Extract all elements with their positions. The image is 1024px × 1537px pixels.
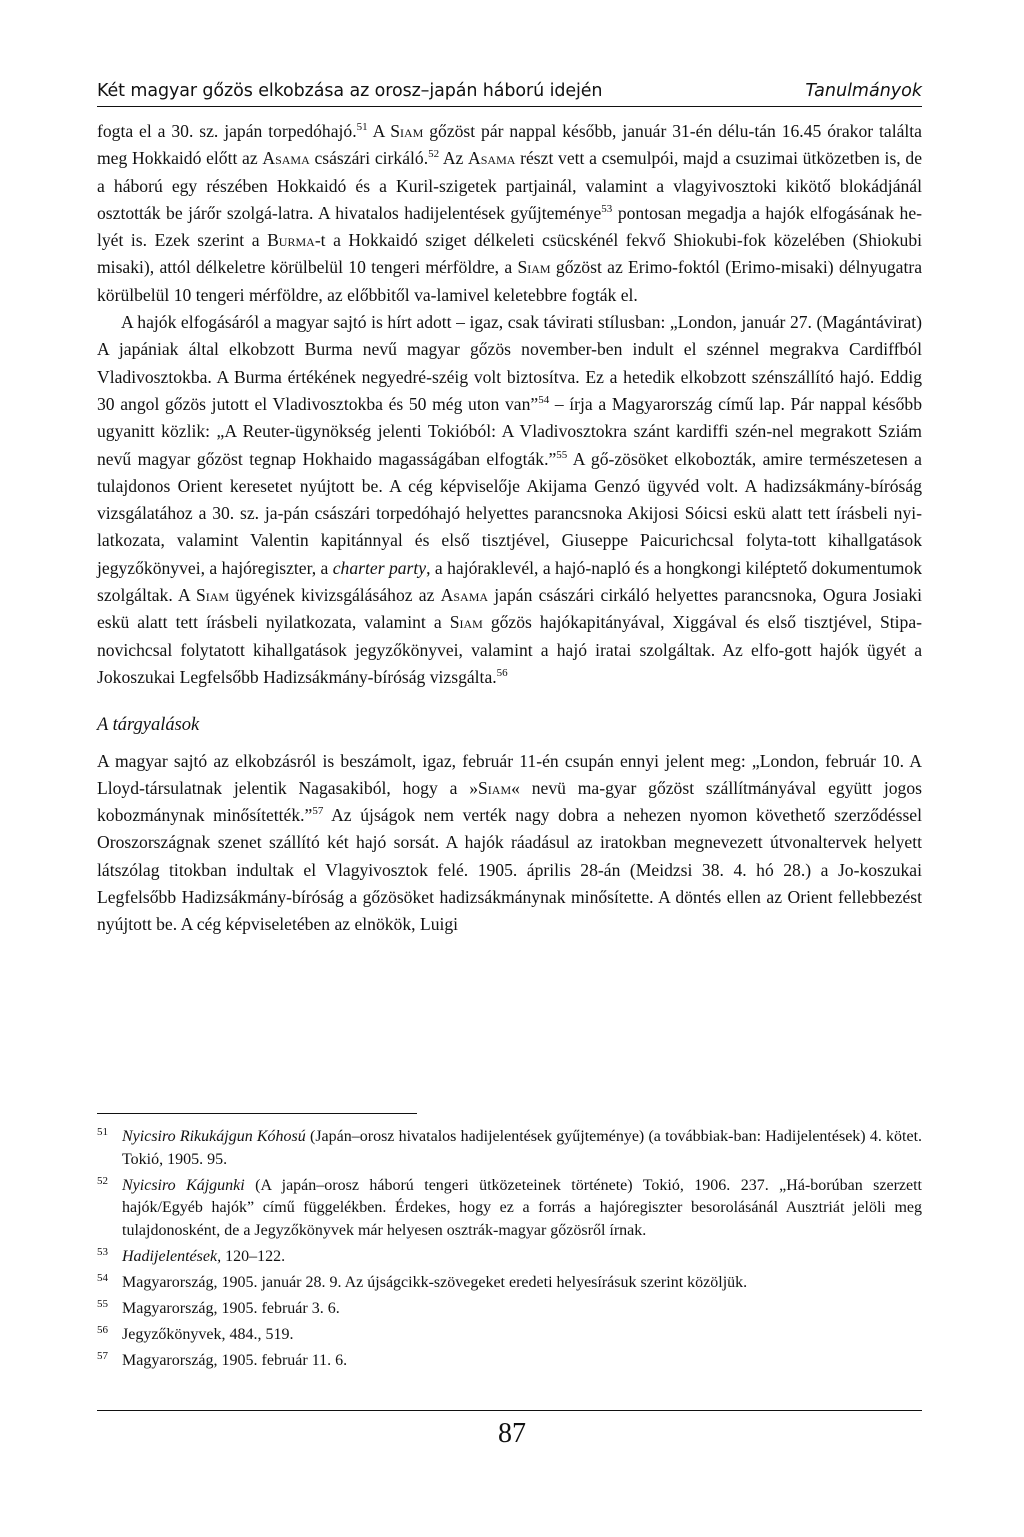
text-run: részt vett a csemulpói, majd a csuzimai ütközetben is, de a háború egy részében Hokkaidó és a Kuril-szigetek partjainál, valamint a vlagyivosztoki kikötő blokádjánál osztották be járőr szolgá-latra. A hivatalos hadijelentések gyűjteménye <box>97 148 922 223</box>
footnote-ref-53[interactable]: 53 <box>601 203 613 216</box>
footnote-ref-57[interactable]: 57 <box>312 805 324 818</box>
italic-term: charter party <box>332 557 427 578</box>
text-run: « nevü ma-gyar gőzöst szállítmányával együtt jogos kobozmánynak minősítették.” <box>97 777 922 826</box>
footnote-number: 54 <box>97 1271 108 1284</box>
section-label: Tanulmányok <box>805 81 922 101</box>
text-run: Az <box>439 148 469 169</box>
ship-name: Siam <box>195 585 230 606</box>
footnote-52 <box>97 1175 922 1243</box>
ship-name: Asama <box>440 585 489 606</box>
footnote-title: Hadijelentések, <box>122 1247 222 1265</box>
footnote-ref-55[interactable]: 55 <box>556 448 568 461</box>
footnote-number: 51 <box>97 1126 108 1138</box>
page-number: 87 <box>498 1418 526 1449</box>
footnote-53 <box>97 1246 922 1269</box>
footnote-57 <box>97 1350 922 1373</box>
footnote-text: Jegyzőkönyvek, 484., 519. <box>122 1325 294 1343</box>
text-run: A gő-zösöket elkobozták, amire természetesen a tulajdonos Orient keresetet nyújtott be. A cég képviselője Akijama Genzó ügyvéd volt. A hadizsákmány-bíróság vizsgálatához a 30. sz. ja-pán császári torpedóhajó helyettes parancsnoka Akijosi Sóicsi eskü alatt tett írásbeli nyi-latkozata, valamint Valentin kapitánnyal és első tisztjével, Giuseppe Paicurichcsal folyta-tott kihallgatások jegyzőkönyvei, a hajóregiszter, a <box>97 448 922 578</box>
footnote-ref-51[interactable]: 51 <box>356 121 368 134</box>
footnote-title: Nyicsiro Kájgunki <box>122 1176 245 1194</box>
footnote-number: 57 <box>97 1349 108 1362</box>
footnote-title: Nyicsiro Rikukájgun Kóhosú <box>122 1128 306 1145</box>
running-header <box>97 66 922 107</box>
ship-name: Burma <box>267 230 315 251</box>
text-run: A magyar sajtó az elkobzásról is beszámolt, igaz, február 11-én csupán ennyi jelent meg: „London, február 10. A Lloyd-társulatnak jelentik Nagasakiból, hogy a » <box>97 750 922 798</box>
running-title: Két magyar gőzös elkobzása az orosz–japán háború idején <box>97 81 603 101</box>
ship-name: Asama <box>262 148 310 169</box>
text-run: gőzöst pár nappal később, január 31-én délu-tán 16.45 órakor találta meg Hokkaidó előtt az <box>97 121 922 169</box>
text-run: – írja a Magyarország című lap. Pár nappal később ugyanitt közlik: „A Reuter-ügynökség jelenti Tokióból: A Vladivosztokra szánt kardiffi szén-nel megrakott Sziám nevű magyar gőzöst tegnap Hokhaido magasságában elfogták.” <box>97 393 922 469</box>
page-footer-rule <box>97 1410 922 1411</box>
section-heading: A tárgyalások <box>97 715 200 736</box>
text-run: pontosan megadja a hajók elfogásának he-lyét is. Ezek szerint a <box>97 202 922 251</box>
footnote-55 <box>97 1298 922 1321</box>
footnote-ref-52[interactable]: 52 <box>428 148 440 161</box>
footnote-number: 55 <box>97 1297 108 1310</box>
ship-name: Siam <box>449 612 483 633</box>
paragraph-2 <box>97 309 922 691</box>
text-run: Az újságok nem verték nagy dobra a nehezen nyomon követhető szerződéssel Oroszországnak szenet szállító két hajó sorsát. A hajók ráadásul az iratokban megnevezett útvonaltervek helyett látszólag titokban indultak el Vlagyivosztok felé. 1905. április 28-án (Meidzsi 38. 4. hó 28.) a Jo-koszukai Legfelsőbb Hadizsákmány-bíróság a gőzösöket hadizsákmánynak minősítette. A döntés ellen az Orient fellebbezést nyújtott be. A cég képviseletében az elnökök, Luigi <box>97 805 922 935</box>
footnote-text: Magyarország, 1905. február 11. 6. <box>122 1351 348 1369</box>
text-run: A hajók elfogásáról a magyar sajtó is hírt adott – igaz, csak távirati stílusban: „London, január 27. (Magántávirat) A japániak által elkobzott Burma nevű magyar gőzös november-ben indult el szénnel megrakva Cardiffból Vladivosztokba. A Burma értékének negyedré-széig volt biztosítva. Ez a hetedik elkobzott szénszállító hajó. Eddig 30 angol gőzös jutott el Vladivosztokba és 50 még uton van” <box>97 312 922 414</box>
text-run: -t a Hokkaidó sziget délkeleti csücskénél fekvő Shiokubi-fok közelében (Shiokubi misaki), attól délkeletre körülbelül 10 tengeri mérföldre, a <box>97 230 923 278</box>
ship-name: Siam <box>517 257 551 278</box>
footnote-ref-54[interactable]: 54 <box>538 394 550 407</box>
text-run: ügyének kivizsgálásához az <box>229 585 441 606</box>
text-run: császári cirkáló. <box>309 148 429 169</box>
ship-name: Siam <box>478 777 512 798</box>
footnote-text: (Japán–orosz hivatalos hadijelentések gyűjteménye) (a továbbiak-ban: Hadijelentések) 4. kötet. Tokió, 1905. 95. <box>122 1128 923 1168</box>
footnote-text: Magyarország, 1905. január 28. 9. Az újságcikk-szövegeket eredeti helyesírásuk szerint közöljük. <box>122 1273 748 1291</box>
footnote-56 <box>97 1324 922 1347</box>
text-run: japán császári cirkáló helyettes parancsnoka, Ogura Josiaki eskü alatt tett írásbeli nyilatkozata, valamint a <box>97 585 923 633</box>
footnote-51 <box>97 1126 922 1171</box>
text-run: gőzöst az Erimo-foktól (Erimo-misaki) délnyugatra körülbelül 10 tengeri mérföldre, az előbbitől va-lamivel keletebbre fogták el. <box>97 257 923 305</box>
ship-name: Siam <box>390 121 424 141</box>
footnotes <box>97 1126 922 1376</box>
footnote-number: 53 <box>97 1245 108 1258</box>
text-run: gőzös hajókapitányával, Xiggával és első tisztjével, Stipa-novichcsal folytatott kihallgatások jegyzőkönyvei, valamint a hajó iratai szolgáltak. Az elfo-gott hajók ügyét a Jokoszukai Legfelsőbb Hadizsákmány-bíróság vizsgálta. <box>97 612 922 687</box>
paragraph-1 <box>97 118 922 309</box>
paragraph-3 <box>97 748 922 939</box>
footnote-ref-56[interactable]: 56 <box>496 667 508 680</box>
footnote-number: 56 <box>97 1323 108 1336</box>
text-run: , a hajóraklevél, a hajó-napló és a hongkongi kiléptető dokumentumok szolgáltak. A <box>97 557 923 606</box>
ship-name: Asama <box>468 148 516 169</box>
text-run: fogta el a 30. sz. japán torpedóhajó. <box>97 121 357 141</box>
footnote-text: 120–122. <box>221 1247 286 1265</box>
footnote-divider <box>97 1113 417 1114</box>
footnote-54 <box>97 1272 922 1295</box>
footnote-number: 52 <box>97 1174 108 1187</box>
footnote-text: (A japán–orosz háború tengeri ütközeteinek története) Tokió, 1906. 237. „Há-borúban szerzett hajók/Egyéb hajók” című függelékben. Érdekes, hogy ez a forrás a hajóregiszter besorolásánál Ausztriát jelöli meg tulajdonosként, de a Jegyzőkönyvek már helyesen osztrák-magyar gőzösről írnak. <box>122 1176 922 1239</box>
text-run: A <box>367 121 391 141</box>
body-text <box>97 118 922 939</box>
footnote-text: Magyarország, 1905. február 3. 6. <box>122 1299 340 1317</box>
